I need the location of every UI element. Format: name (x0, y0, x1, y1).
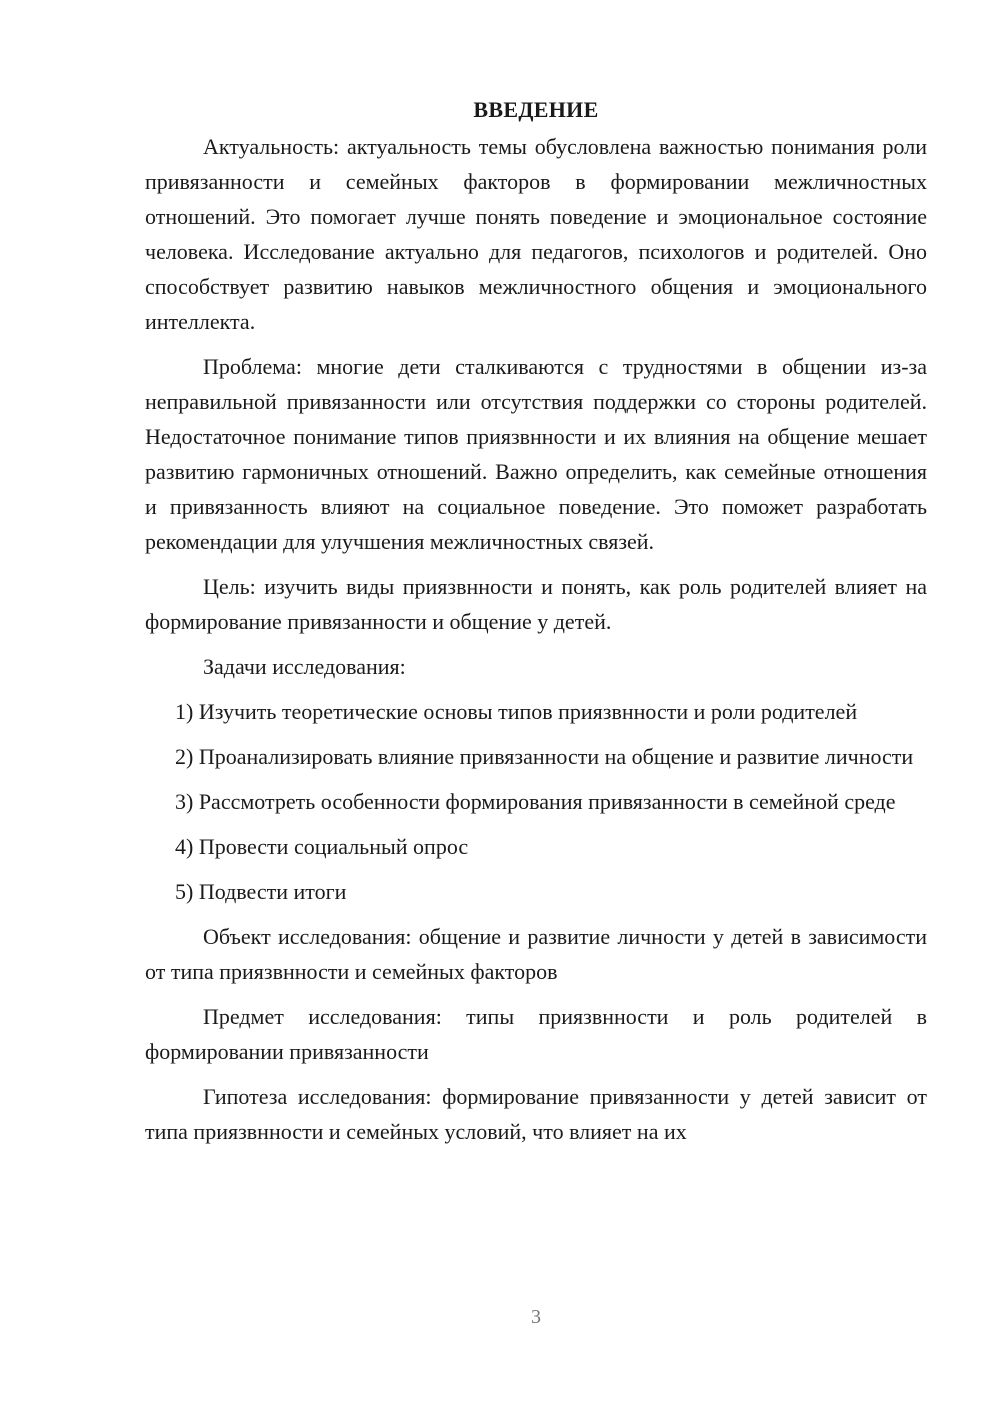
task-item: 4) Провести социальный опрос (175, 834, 469, 859)
tasks-list (145, 694, 927, 909)
task-item: 3) Рассмотреть особенности формирования привязанности в семейной среде (175, 789, 896, 814)
hypothesis-paragraph: Гипотеза исследования: формирование привязанности у детей зависит от типа приязвнности и семейных условий, что влияет на их (145, 1084, 927, 1144)
page-number: 3 (531, 1306, 541, 1328)
document-page (145, 92, 927, 1159)
tasks-title: Задачи исследования: (203, 654, 406, 679)
task-item: 2) Проанализировать влияние привязанности на общение и развитие личности (175, 744, 914, 769)
task-item: 5) Подвести итоги (175, 879, 347, 904)
relevance-paragraph: Актуальность: актуальность темы обусловлена важностью понимания роли привязанности и семейных факторов в формировании межличностных отношений. Это помогает лучше понять поведение и эмоциональное состояние человека. Исследование актуально для педагогов, психологов и родителей. Оно способствует развитию навыков межличностного общения и эмоционального интеллекта. (145, 134, 927, 334)
subject-paragraph: Предмет исследования: типы приязвнности и роль родителей в формировании привязанности (145, 1004, 927, 1064)
object-paragraph: Объект исследования: общение и развитие личности у детей в зависимости от типа приязвнности и семейных факторов (145, 924, 927, 984)
section-heading: ВВЕДЕНИЕ (473, 97, 599, 122)
problem-paragraph: Проблема: многие дети сталкиваются с трудностями в общении из-за неправильной привязанности или отсутствия поддержки со стороны родителей. Недостаточное понимание типов приязвнности и их влияния на общение мешает развитию гармоничных отношений. Важно определить, как семейные отношения и привязанность влияют на социальное поведение. Это поможет разработать рекомендации для улучшения межличностных связей. (145, 354, 927, 554)
task-item: 1) Изучить теоретические основы типов приязвнности и роли родителей (175, 699, 858, 724)
goal-paragraph: Цель: изучить виды приязвнности и понять, как роль родителей влияет на формирование привязанности и общение у детей. (145, 574, 927, 634)
